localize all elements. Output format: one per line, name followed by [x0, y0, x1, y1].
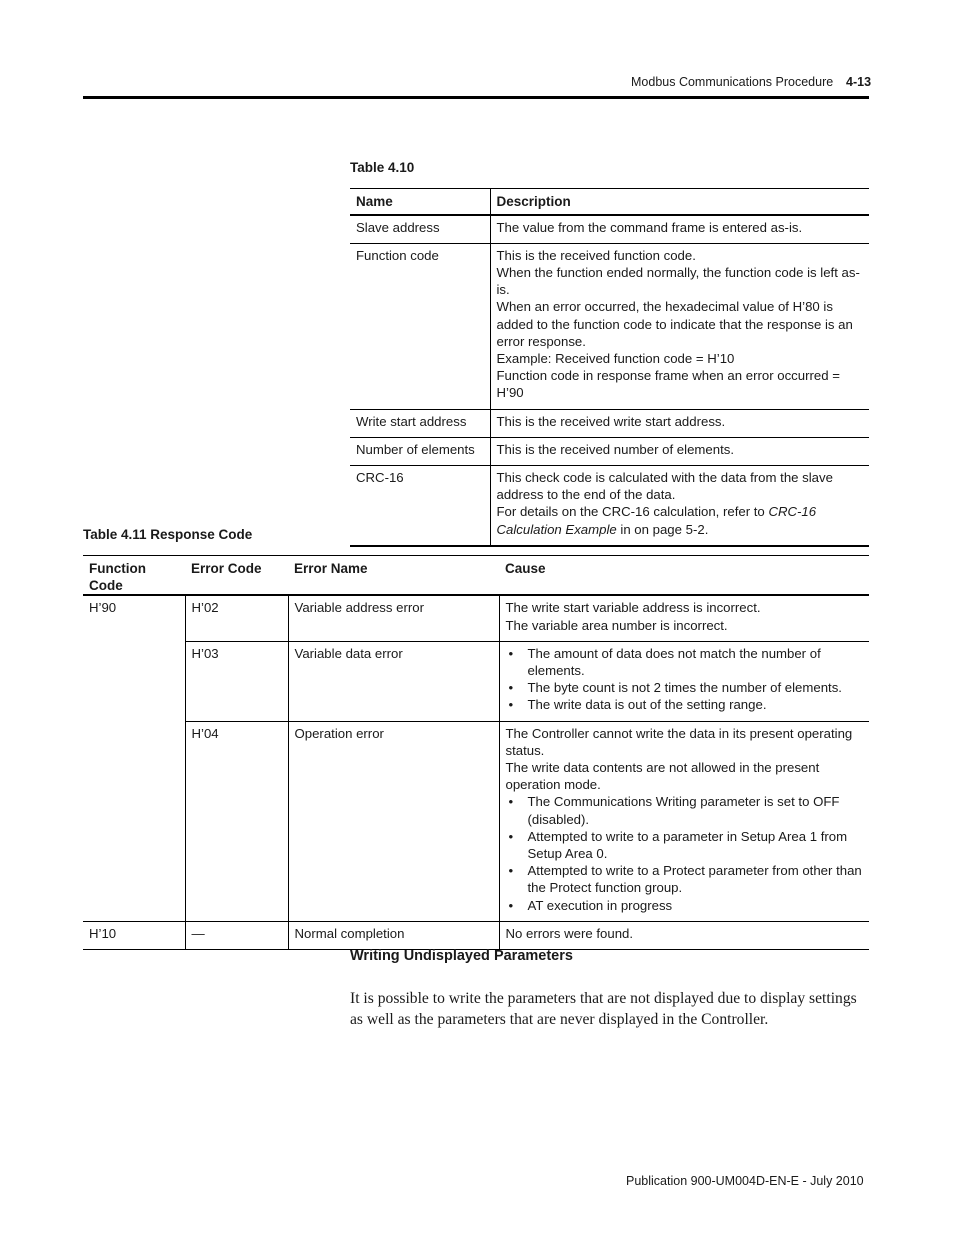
cause-bullet: • The Communications Writing parameter is set to OFF (disabled). [506, 793, 864, 827]
cell-function-code: H’90 [83, 595, 185, 921]
crc-ref-suffix: in on page 5-2. [616, 521, 709, 537]
cell-error-name: Variable data error [288, 641, 499, 721]
cause-bullet: • The amount of data does not match the number of elements. [506, 645, 864, 679]
cause-bullet-list [506, 793, 864, 913]
table-411 [83, 555, 869, 950]
table-row [350, 437, 869, 465]
column-header-error-name: Error Name [288, 556, 499, 596]
column-header-function-code: Function Code [83, 556, 185, 596]
cell-cause [499, 641, 869, 721]
description-line: This check code is calculated with the data from the slave address to the end of the data. [496, 469, 833, 503]
column-header-name: Name [350, 189, 490, 215]
table-411-caption: Table 4.11 Response Code [83, 527, 253, 542]
cause-line: The Controller cannot write the data in its present operating status. [505, 725, 853, 758]
description-line: When an error occurred, the hexadecimal value of H’80 is added to the function code to indicate that the response is an error response. [496, 299, 853, 349]
description-line: Example: Received function code = H’10 [496, 350, 735, 366]
table-row [83, 641, 869, 721]
crc-ref-link[interactable]: CRC-16 Calculation Example [496, 504, 817, 537]
cause-bullet: • Attempted to write to a parameter in Setup Area 1 from Setup Area 0. [506, 828, 864, 862]
cell-description [490, 465, 869, 545]
cell-error-code: H’02 [185, 595, 288, 641]
cell-function-code: H’10 [83, 921, 185, 949]
cell-error-name: Variable address error [288, 595, 499, 641]
publication-footer: Publication 900-UM004D-EN-E - July 2010 [626, 1174, 864, 1188]
description-line: This is the received function code. [496, 247, 696, 263]
cell-description [490, 215, 869, 244]
description-line [497, 503, 864, 537]
table-row [350, 243, 869, 409]
description-line: The value from the command frame is entered as-is. [496, 219, 803, 235]
cause-bullet: • AT execution in progress [506, 897, 864, 914]
cause-bullet: • The byte count is not 2 times the number of elements. [506, 679, 864, 696]
description-line: This is the received number of elements. [496, 441, 734, 457]
table-410 [350, 188, 869, 547]
cell-cause [499, 595, 869, 641]
cell-error-name: Normal completion [288, 921, 499, 949]
table-row [83, 595, 869, 641]
cell-error-code: H’04 [185, 721, 288, 921]
cause-line: The variable area number is incorrect. [505, 617, 728, 633]
cause-bullet-list [506, 645, 864, 714]
cell-error-code: H’03 [185, 641, 288, 721]
column-header-description: Description [490, 189, 869, 215]
cause-line: No errors were found. [505, 925, 634, 941]
cause-bullet: • The write data is out of the setting range. [506, 696, 864, 713]
running-header-title: Modbus Communications Procedure [631, 75, 834, 89]
table-row [83, 921, 869, 949]
cell-name: Function code [350, 243, 490, 409]
cell-name: Number of elements [350, 437, 490, 465]
crc-ref-prefix: For details on the CRC-16 calculation, refer to [496, 504, 769, 520]
cause-line: The write start variable address is incorrect. [505, 600, 761, 616]
body-paragraph: It is possible to write the parameters that are not displayed due to display settings as well as the parameters that are never displayed in the Controller. [350, 990, 857, 1028]
table-410-caption: Table 4.10 [350, 160, 415, 175]
description-line: Function code in response frame when an error occurred = H’90 [496, 368, 840, 401]
section-heading: Writing Undisplayed Parameters [350, 948, 573, 964]
cell-name: Slave address [350, 215, 490, 244]
description-line: This is the received write start address. [496, 413, 726, 429]
table-row [350, 409, 869, 437]
page-number: 4-13 [846, 75, 872, 89]
cell-cause [499, 721, 869, 921]
cell-description [490, 409, 869, 437]
cell-error-name: Operation error [288, 721, 499, 921]
header-rule [83, 96, 869, 99]
column-header-error-code: Error Code [185, 556, 288, 596]
column-header-cause: Cause [499, 556, 869, 596]
cell-error-code: — [185, 921, 288, 949]
cell-cause [499, 921, 869, 949]
table-row [350, 215, 869, 244]
cell-description [490, 243, 869, 409]
table-row [83, 721, 869, 921]
table-row [350, 465, 869, 545]
cell-name: CRC-16 [350, 465, 490, 545]
description-line: When the function ended normally, the function code is left as-is. [496, 264, 860, 298]
cause-bullet: • Attempted to write to a Protect parameter from other than the Protect function group. [506, 862, 864, 896]
cause-line: The write data contents are not allowed in the present operation mode. [505, 760, 820, 793]
cell-description [490, 437, 869, 465]
cell-name: Write start address [350, 409, 490, 437]
